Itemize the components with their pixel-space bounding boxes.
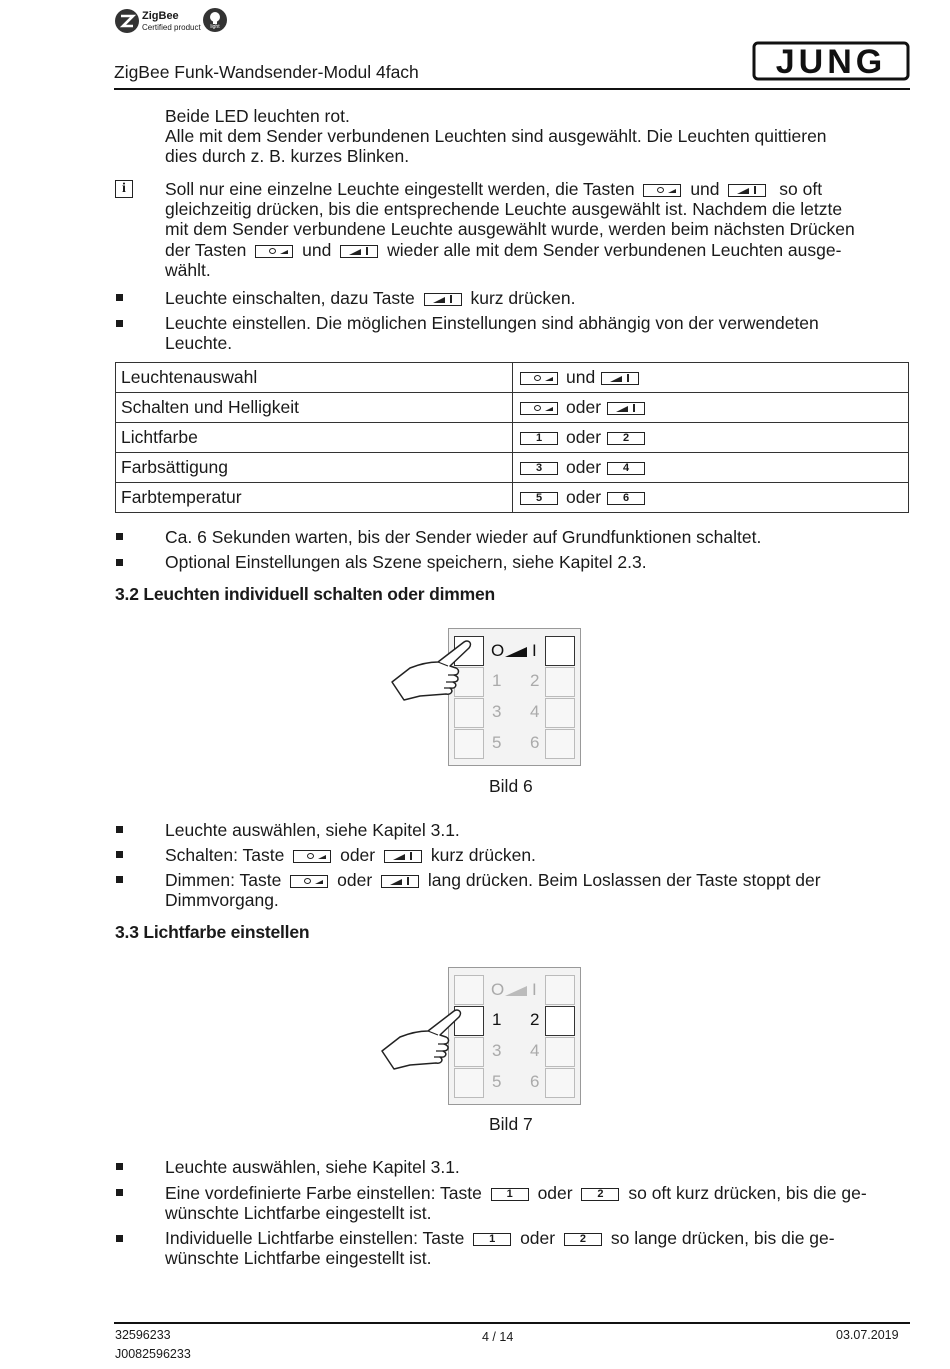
bullet-icon — [116, 1189, 123, 1196]
info-line-1: Soll nur eine einzelne Leuchte eingestellt werden, die Tasten und so oft — [165, 179, 823, 199]
dim-wedge-icon — [505, 986, 527, 996]
bullet-icon — [116, 851, 123, 858]
s33-bullet-individual-2: wünschte Lichtfarbe eingestellt ist. — [165, 1248, 432, 1268]
key-off-icon — [293, 850, 331, 863]
bullet-wait: Ca. 6 Sekunden warten, bis der Sender wieder auf Grundfunktionen schaltet. — [165, 527, 762, 547]
s32-bullet-dim-2: Dimmvorgang. — [165, 890, 279, 910]
panel-label-2: 2 — [530, 671, 540, 690]
key-off-icon — [255, 245, 293, 258]
jung-logo-text: JUNG — [775, 43, 887, 81]
key-on-icon — [384, 850, 422, 863]
key-off-icon — [290, 875, 328, 888]
footer-date: 03.07.2019 — [836, 1328, 899, 1342]
table-cell-label: Lichtfarbe — [116, 423, 513, 453]
key-on-icon — [601, 372, 639, 385]
panel-label-o: O — [491, 980, 505, 999]
intro-line-1: Beide LED leuchten rot. — [165, 106, 350, 126]
document-title: ZigBee Funk-Wandsender-Modul 4fach — [114, 62, 419, 82]
bullet-icon — [116, 320, 123, 327]
panel-label-i: I — [532, 641, 537, 660]
panel-label-4: 4 — [530, 702, 540, 721]
settings-table — [115, 362, 909, 513]
table-cell-keys — [513, 483, 909, 513]
dim-wedge-icon — [505, 647, 527, 657]
key-on-icon — [607, 402, 645, 415]
jung-logo-graphic — [751, 40, 911, 82]
table-conjunction: oder — [566, 487, 602, 507]
bullet-icon — [116, 826, 123, 833]
table-row — [116, 453, 909, 483]
key-2-icon: 2 — [564, 1233, 602, 1246]
key-number-icon: 3 — [520, 462, 558, 475]
key-on-icon — [424, 293, 462, 306]
key-1-icon: 1 — [473, 1233, 511, 1246]
panel-label-6: 6 — [530, 733, 540, 752]
section-3-2-heading: 3.2 Leuchten individuell schalten oder dimmen — [115, 584, 495, 604]
table-row — [116, 393, 909, 423]
key-on-icon — [340, 245, 378, 258]
panel-label-6: 6 — [530, 1072, 540, 1091]
s33-bullet-select: Leuchte auswählen, siehe Kapitel 3.1. — [165, 1157, 460, 1177]
panel-key-right-3 — [545, 1037, 575, 1067]
pointing-hand-icon — [390, 638, 480, 708]
panel-label-2: 2 — [530, 1010, 540, 1029]
zigbee-logo — [114, 8, 204, 34]
footer-page-number: 4 / 14 — [482, 1330, 514, 1344]
panel-label-4: 4 — [530, 1041, 540, 1060]
figure-caption-7: Bild 7 — [489, 1114, 533, 1134]
intro-line-2: Alle mit dem Sender verbundenen Leuchten sind ausgewählt. Die Leuchten quittieren — [165, 126, 827, 146]
panel-label-o: O — [491, 641, 505, 660]
panel-key-right-4 — [545, 1068, 575, 1098]
bullet-icon — [116, 294, 123, 301]
key-off-icon — [520, 402, 558, 415]
s32-bullet-select: Leuchte auswählen, siehe Kapitel 3.1. — [165, 820, 460, 840]
info-line-5: wählt. — [165, 260, 211, 280]
info-line-3: mit dem Sender verbundene Leuchte ausgewählt wurde, werden beim nächsten Drücken — [165, 219, 855, 239]
key-number-icon: 2 — [607, 432, 645, 445]
key-number-icon: 5 — [520, 492, 558, 505]
info-line-4: der Tasten und wieder alle mit dem Sender verbundenen Leuchten ausge- — [165, 240, 842, 260]
info-icon: i — [115, 180, 133, 198]
zigbee-brand: ZigBee — [142, 10, 179, 22]
panel-label-i: I — [532, 980, 537, 999]
table-cell-keys — [513, 423, 909, 453]
panel-key-left-4 — [454, 729, 484, 759]
key-on-icon — [728, 184, 766, 197]
table-cell-label: Leuchtenauswahl — [116, 363, 513, 393]
zigbee-light-badge — [203, 8, 227, 32]
table-cell-keys — [513, 363, 909, 393]
s32-bullet-dim: Dimmen: Taste oder lang drücken. Beim Loslassen der Taste stoppt der — [165, 870, 821, 890]
panel-key-right-1 — [545, 975, 575, 1005]
panel-key-right-1 — [545, 636, 575, 666]
table-row — [116, 423, 909, 453]
bullet-switch-on: Leuchte einschalten, dazu Taste kurz drücken. — [165, 288, 576, 308]
s33-bullet-individual: Individuelle Lichtfarbe einstellen: Taste 1 oder 2 so lange drücken, bis die ge- — [165, 1228, 835, 1248]
info-line-2: gleichzeitig drücken, bis die entsprechende Leuchte ausgewählt ist. Nachdem die letzte — [165, 199, 843, 219]
table-cell-keys — [513, 393, 909, 423]
key-off-icon — [643, 184, 681, 197]
intro-line-3: dies durch z. B. kurzes Blinken. — [165, 146, 410, 166]
jung-logo — [751, 40, 911, 82]
panel-label-3: 3 — [492, 702, 502, 721]
key-1-icon: 1 — [491, 1188, 529, 1201]
zigbee-z-icon — [114, 8, 140, 34]
panel-label-5: 5 — [492, 733, 502, 752]
panel-key-left-1 — [454, 975, 484, 1005]
table-cell-label: Farbtemperatur — [116, 483, 513, 513]
key-2-icon: 2 — [581, 1188, 619, 1201]
light-badge-text: light — [210, 24, 220, 30]
panel-key-right-3 — [545, 698, 575, 728]
table-conjunction: und — [566, 367, 596, 387]
pointing-hand-icon — [380, 1007, 470, 1077]
panel-key-right-2 — [545, 1006, 575, 1036]
panel-key-right-2 — [545, 667, 575, 697]
panel-label-3: 3 — [492, 1041, 502, 1060]
panel-label-1: 1 — [492, 1010, 502, 1029]
table-row — [116, 363, 909, 393]
footer-doc-number: 32596233 — [115, 1328, 171, 1342]
footer-doc-id: J0082596233 — [115, 1347, 191, 1361]
figure-caption-6: Bild 6 — [489, 776, 533, 796]
s32-bullet-switch: Schalten: Taste oder kurz drücken. — [165, 845, 536, 865]
table-row — [116, 483, 909, 513]
bullet-adjust-1: Leuchte einstellen. Die möglichen Einstellungen sind abhängig von der verwendeten — [165, 313, 819, 333]
bullet-icon — [116, 559, 123, 566]
section-3-3-heading: 3.3 Lichtfarbe einstellen — [115, 922, 310, 942]
table-cell-label: Farbsättigung — [116, 453, 513, 483]
bullet-adjust-2: Leuchte. — [165, 333, 233, 353]
panel-label-5: 5 — [492, 1072, 502, 1091]
key-number-icon: 6 — [607, 492, 645, 505]
bullet-icon — [116, 1235, 123, 1242]
key-on-icon — [381, 875, 419, 888]
table-conjunction: oder — [566, 397, 602, 417]
key-number-icon: 4 — [607, 462, 645, 475]
panel-key-right-4 — [545, 729, 575, 759]
bullet-icon — [116, 1163, 123, 1170]
bullet-icon — [116, 876, 123, 883]
table-cell-label: Schalten und Helligkeit — [116, 393, 513, 423]
s33-bullet-predefined: Eine vordefinierte Farbe einstellen: Taste 1 oder 2 so oft kurz drücken, bis die ge- — [165, 1183, 867, 1203]
bullet-scene: Optional Einstellungen als Szene speichern, siehe Kapitel 2.3. — [165, 552, 647, 572]
table-conjunction: oder — [566, 457, 602, 477]
zigbee-certified: Certified product — [142, 23, 201, 32]
table-cell-keys — [513, 453, 909, 483]
footer-rule — [114, 1322, 910, 1324]
key-number-icon: 1 — [520, 432, 558, 445]
panel-label-1: 1 — [492, 671, 502, 690]
table-conjunction: oder — [566, 427, 602, 447]
header-rule — [114, 88, 910, 90]
bullet-icon — [116, 533, 123, 540]
key-off-icon — [520, 372, 558, 385]
s33-bullet-predefined-2: wünschte Lichtfarbe eingestellt ist. — [165, 1203, 432, 1223]
